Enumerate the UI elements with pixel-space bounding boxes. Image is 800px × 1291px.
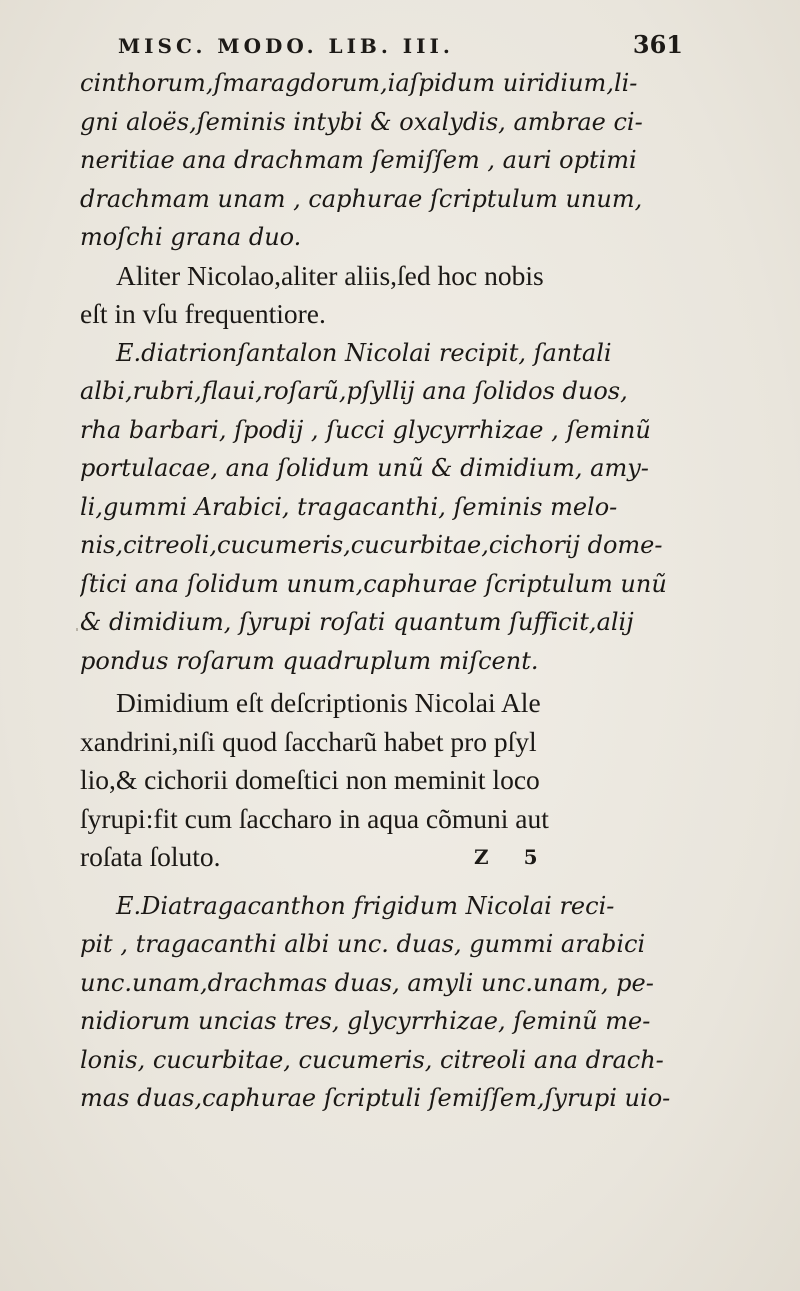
text-line: Aliter Nicolao,aliter aliis,ſed hoc nobis	[116, 259, 544, 291]
text-line: nis,citreoli,cucumeris,cucurbitae,cichorij dome-	[80, 531, 663, 559]
text-line: E.Diatragacanthon frigidum Nicolai reci-	[116, 891, 615, 920]
text-line: & dimidium, ſyrupi roſati quantum ſufficit,alij	[80, 608, 634, 636]
text-line: li,gummi Arabici, tragacanthi, ſeminis melo-	[80, 492, 618, 521]
paragraph-diatrionsantalon	[80, 334, 695, 681]
text-line: roſata ſoluto.	[80, 841, 221, 872]
text-line: lonis, cucurbitae, cucumeris, citreoli ana drach-	[80, 1045, 664, 1074]
text-line: E.diatrionſantalon Nicolai recipit, ſantali	[116, 338, 612, 367]
text-line: cinthorum,ſmaragdorum,iaſpidum uiridium,li-	[80, 69, 638, 97]
text-line: unc.unam,drachmas duas, amyli unc.unam, pe-	[80, 968, 654, 997]
paragraph-diatragacanthon	[80, 887, 695, 1118]
text-line: portulacae, ana ſolidum unũ & dimidium, amy-	[80, 454, 649, 482]
text-line: drachmam unam , caphurae ſcriptulum unum,	[80, 184, 643, 213]
text-line: pondus roſarum quadruplum miſcent.	[80, 646, 539, 675]
text-line: mas duas,caphurae ſcriptuli ſemiſſem,ſyrupi uio-	[80, 1084, 671, 1112]
text-line: eſt in vſu frequentiore.	[80, 298, 326, 329]
text-line: nidiorum uncias tres, glycyrrhizae, ſeminũ me-	[80, 1007, 651, 1035]
page-header	[118, 30, 683, 66]
text-line: xandrini,niſi quod ſaccharũ habet pro pſyl	[80, 725, 537, 757]
text-line: albi,rubri,flaui,roſarũ,pſyllij ana ſolidos duos,	[80, 377, 628, 405]
text-line: ſtici ana ſolidum unum,caphurae ſcriptulum unũ	[80, 569, 667, 598]
text-line: ſyrupi:fit cum ſaccharo in aqua cõmuni aut	[80, 802, 549, 834]
paragraph-dimidium	[80, 684, 695, 877]
text-block	[80, 64, 695, 1118]
text-line: Dimidium eſt deſcriptionis Nicolai Ale	[116, 687, 541, 718]
running-head: MISC. MODO. LIB. III.	[118, 34, 454, 58]
paragraph-recipe-continuation	[80, 64, 695, 257]
text-line: gni aloës,ſeminis intybi & oxalydis, ambrae ci-	[80, 107, 643, 136]
text-line: moſchi grana duo.	[80, 223, 302, 251]
signature-mark: Z 5	[474, 845, 552, 869]
page-number: 361	[632, 30, 683, 59]
text-line: rha barbari, ſpodij , ſucci glycyrrhizae , ſeminũ	[80, 415, 651, 444]
text-line: pit , tragacanthi albi unc. duas, gummi arabici	[80, 930, 646, 958]
text-line: lio,& cichorii domeſtici non meminit loco	[80, 764, 540, 795]
margin-speck	[76, 628, 78, 631]
paragraph-aliter	[80, 257, 695, 334]
text-line: neritiae ana drachmam ſemiſſem , auri optimi	[80, 146, 637, 174]
